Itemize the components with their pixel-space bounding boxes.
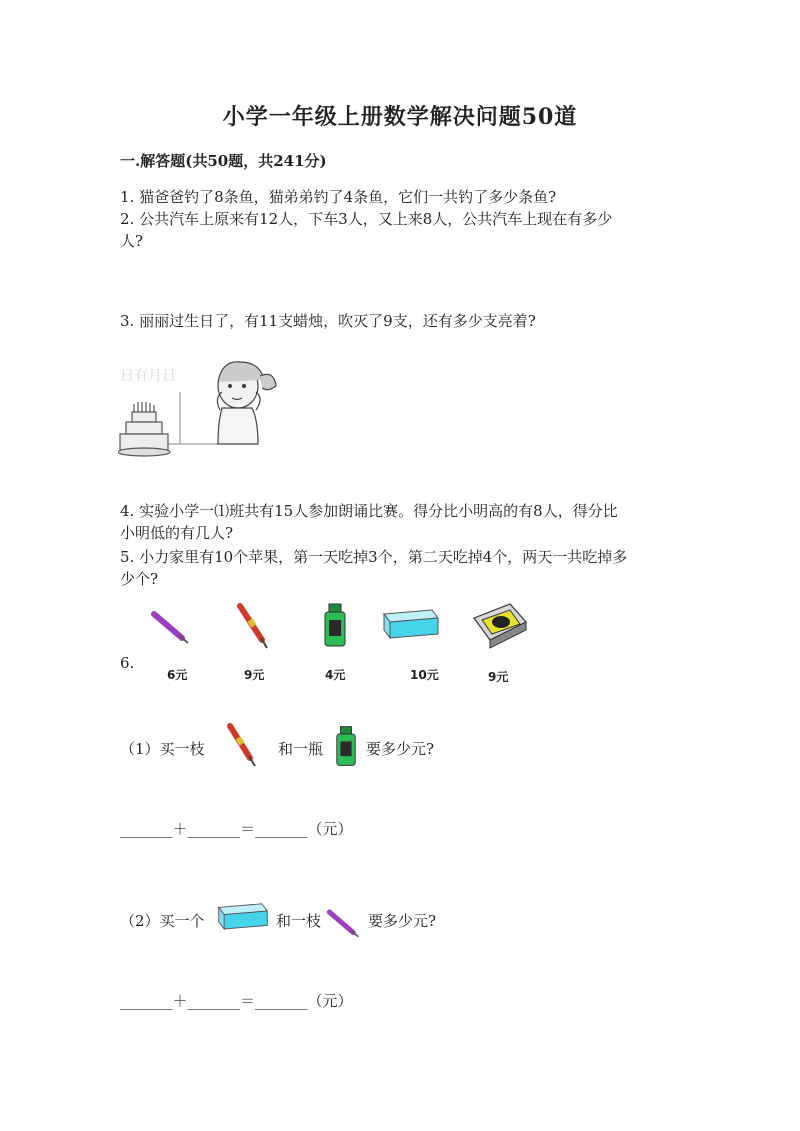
price-label: 9元 <box>488 670 509 684</box>
question-2-line2: 人? <box>120 232 144 250</box>
price-label: 6元 <box>167 668 188 682</box>
part1-mid: 和一瓶 <box>278 740 324 758</box>
red-pen-icon <box>226 722 260 768</box>
price-label: 10元 <box>410 668 439 682</box>
question-2-line1: 2. 公共汽车上原来有12人，下车3人，又上来8人，公共汽车上现在有多少 <box>120 210 613 228</box>
question-4-line2: 小明低的有几人? <box>120 524 234 542</box>
part2-prefix: （2）买一个 <box>120 912 205 930</box>
glue-bottle-icon <box>334 724 358 768</box>
girl-icon <box>217 362 276 444</box>
question-5-line2: 少个? <box>120 570 159 588</box>
pencil-case-icon <box>380 608 442 648</box>
sharpener-icon <box>470 600 530 650</box>
pencil-case-icon <box>214 902 272 938</box>
question-5-line1: 5. 小力家里有10个苹果，第一天吃掉3个，第二天吃掉4个，两天一共吃掉多 <box>120 548 628 566</box>
purple-pen-icon <box>150 610 190 646</box>
answer-blank-line[interactable]: _______＋_______＝_______（元） <box>120 992 353 1010</box>
price-label: 4元 <box>325 668 346 682</box>
part2-suffix: 要多少元? <box>368 912 437 930</box>
question-3: 3. 丽丽过生日了，有11支蜡烛，吹灭了9支，还有多少支亮着? <box>120 312 536 330</box>
question-4-line1: 4. 实验小学一⑴班共有15人参加朗诵比赛。得分比小明高的有8人，得分比 <box>120 502 618 520</box>
part1-suffix: 要多少元? <box>366 740 435 758</box>
part1-prefix: （1）买一枝 <box>120 740 205 758</box>
faded-caption: 日有月日 <box>120 368 176 384</box>
red-pen-icon <box>236 602 272 650</box>
question-6-number: 6. <box>120 654 135 672</box>
section-heading: 一.解答题(共50题，共241分) <box>120 152 327 170</box>
page-title: 小学一年级上册数学解决问题50道 <box>222 104 578 130</box>
birthday-cake-icon <box>118 402 170 456</box>
birthday-illustration <box>118 352 278 464</box>
purple-pen-icon <box>326 908 360 940</box>
glue-bottle-icon <box>322 602 348 648</box>
answer-blank-line[interactable]: _______＋_______＝_______（元） <box>120 820 353 838</box>
question-1: 1. 猫爸爸钓了8条鱼，猫弟弟钓了4条鱼，它们一共钓了多少条鱼? <box>120 188 557 206</box>
part2-mid: 和一枝 <box>276 912 322 930</box>
price-label: 9元 <box>244 668 265 682</box>
